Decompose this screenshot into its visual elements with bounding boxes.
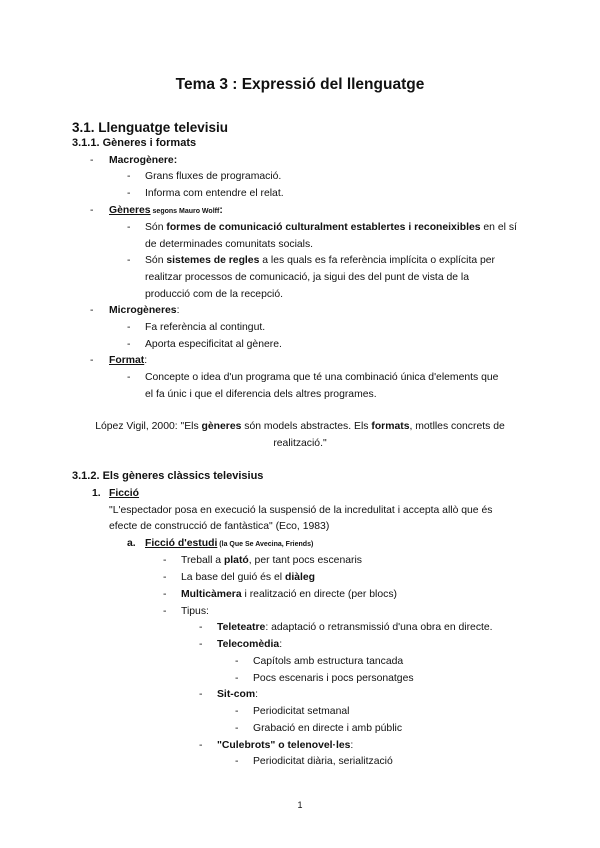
list-item: Grabació en directe i amb públic <box>253 723 403 734</box>
bullet-dash: - <box>127 339 131 350</box>
list-number: 1. <box>92 488 101 499</box>
citation-lopez-vigil: López Vigil, 2000: "Els gèneres són models abstractes. Els formats, motlles concrets de <box>95 421 505 432</box>
bullet-dash: - <box>127 255 131 266</box>
list-item-generes: Gèneres segons Mauro Wolff: <box>109 205 223 216</box>
list-item: La base del guió és el diàleg <box>181 572 316 583</box>
list-item-macrogenere: Macrogènere: <box>109 155 178 166</box>
section-heading-3-1: 3.1. Llenguatge televisiu <box>72 120 229 135</box>
bullet-dash: - <box>127 322 131 333</box>
bullet-dash: - <box>199 639 203 650</box>
list-item: Multicàmera i realització en directe (per blocs) <box>181 589 397 600</box>
list-item-telecomedia: Telecomèdia: <box>217 639 283 650</box>
list-letter: a. <box>127 538 136 549</box>
list-item: Són formes de comunicació culturalment establertes i reconeixibles en el sí <box>145 222 517 233</box>
bullet-dash: - <box>235 656 239 667</box>
bullet-dash: - <box>235 723 239 734</box>
list-item-culebrots: "Culebrots" o telenovel·les: <box>217 740 354 751</box>
list-item-sitcom: Sit-com: <box>217 689 258 700</box>
bullet-dash: - <box>235 673 239 684</box>
page-number: 1 <box>297 800 303 810</box>
bullet-dash: - <box>127 222 131 233</box>
list-item-format: Format: <box>109 355 148 366</box>
page-title: Tema 3 : Expressió del llenguatge <box>175 76 425 93</box>
list-item: Capítols amb estructura tancada <box>253 656 404 667</box>
list-item: Aporta especificitat al gènere. <box>145 339 282 350</box>
list-item-teleteatre: Teleteatre: adaptació o retransmissió d'una obra en directe. <box>217 622 493 633</box>
list-item: Fa referència al contingut. <box>145 322 266 333</box>
list-item-continuation: realitzar processos de comunicació, ja sigui des del punt de vista de la <box>145 272 470 283</box>
bullet-dash: - <box>163 589 167 600</box>
list-item-microgeneres: Microgèneres: <box>109 305 180 316</box>
bullet-dash: - <box>90 305 94 316</box>
bullet-dash: - <box>199 622 203 633</box>
bullet-dash: - <box>235 756 239 767</box>
list-item: Tipus: <box>181 606 209 617</box>
list-item-ficcio: Ficció <box>109 488 140 499</box>
bullet-dash: - <box>163 572 167 583</box>
list-item-ficcio-estudi: Ficció d'estudi (la Que Se Avecina, Friends) <box>145 538 314 549</box>
list-item: Són sistemes de regles a les quals es fa referència implícita o explícita per <box>145 255 496 266</box>
list-item: Grans fluxes de programació. <box>145 171 282 182</box>
bullet-dash: - <box>163 555 167 566</box>
bullet-dash: - <box>127 188 131 199</box>
bullet-dash: - <box>90 155 94 166</box>
bullet-dash: - <box>127 171 131 182</box>
citation-continuation: realització." <box>273 438 327 449</box>
bullet-dash: - <box>199 740 203 751</box>
list-item: Treball a plató, per tant pocs escenaris <box>181 555 362 566</box>
list-item-continuation: de determinades comunitats socials. <box>145 239 314 250</box>
list-item-continuation: el fa únic i que el diferencia dels altres programes. <box>145 389 377 400</box>
list-item: Informa com entendre el relat. <box>145 188 284 199</box>
list-item: Concepte o idea d'un programa que té una combinació única d'elements que <box>145 372 499 383</box>
ficcio-quote-continuation: efecte de construcció de fantàstica" (Eco, 1983) <box>109 521 330 532</box>
section-heading-3-1-2: 3.1.2. Els gèneres clàssics televisius <box>72 470 264 482</box>
list-item: Periodicitat diària, serialització <box>253 756 393 767</box>
list-item: Periodicitat setmanal <box>253 706 350 717</box>
ficcio-quote: "L'espectador posa en execució la suspensió de la incredulitat i accepta allò que és <box>109 505 493 516</box>
bullet-dash: - <box>127 372 131 383</box>
bullet-dash: - <box>90 205 94 216</box>
bullet-dash: - <box>199 689 203 700</box>
bullet-dash: - <box>235 706 239 717</box>
list-item: Pocs escenaris i pocs personatges <box>253 673 414 684</box>
bullet-dash: - <box>90 355 94 366</box>
section-heading-3-1-1: 3.1.1. Gèneres i formats <box>72 137 197 149</box>
list-item-continuation: producció com de la recepció. <box>145 289 284 300</box>
bullet-dash: - <box>163 606 167 617</box>
